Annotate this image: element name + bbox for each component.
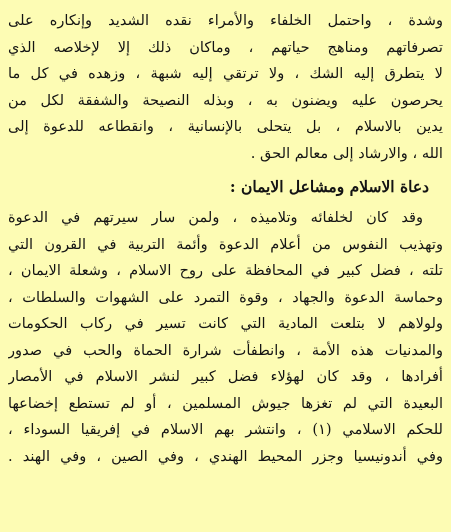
paragraph-1-line: وشدة ، واحتمل الخلفاء والأمراء نقده الشديد وإنكاره على (8, 12, 443, 29)
section-heading: دعاة الاسلام ومشاعل الايمان : (229, 177, 429, 196)
paragraph-1-line: الله ، والارشاد إلى معالم الحق . (250, 144, 443, 162)
paragraph-2-line: وتهذيب النفوس من أعلام الدعوة وأئمة التربية في القرون التي (8, 235, 443, 253)
paragraph-2-line: وقد كان لخلفائه وتلاميذه ، ولمن سار سيرتهم في الدعوة (8, 209, 423, 226)
paragraph-2-line: وحماسة الدعوة والجهاد ، وقوة التمرد على الشهوات والسلطات ، (8, 288, 443, 306)
paragraph-2-line: والمدنيات هذه الأمة ، وانطفأت شرارة الحماة والحب في صدور (8, 341, 443, 359)
paragraph-1-line: يدين بالاسلام ، بل يتحلى بالإنسانية ، وانقطاعه للدعوة إلى (8, 118, 443, 135)
paragraph-2-line: ولولاهم لا بتلعت المادية التي كانت تسير في ركاب الحكومات (8, 315, 443, 332)
paragraph-1-line: تصرفاتهم ومناهج حياتهم ، وماكان ذلك إلا لإخلاصه الذي (8, 38, 443, 56)
paragraph-1-line: لا يتطرق إليه الشك ، ولا ترتقي إليه شبهة ، وزهده في كل ما (8, 65, 443, 82)
paragraph-2-line: أفرادها ، وقد كان لهؤلاء فضل كبير لنشر الاسلام في الأمصار (8, 368, 443, 385)
paragraph-2-line: وفي أندونيسيا وجزر المحيط الهندي ، وفي الصين ، وفي الهند . (8, 447, 443, 465)
paragraph-2-line: للحكم الاسلامي (١) ، وانتشر بهم الاسلام في إفريقيا السوداء ، (8, 421, 443, 438)
paragraph-2 (8, 205, 443, 470)
paragraph-1 (8, 8, 443, 167)
paragraph-2-line: البعيدة التي لم تغزها جيوش المسلمين ، أو لم تستطع إخضاعها (8, 394, 443, 412)
paragraph-2-line: تلته ، فضل كبير في المحافظة على روح الاسلام ، وشعلة الايمان ، (8, 262, 443, 279)
paragraph-1-line: يحرصون عليه ويضنون به ، وبذله النصيحة والشفقة لكل من (8, 91, 443, 109)
